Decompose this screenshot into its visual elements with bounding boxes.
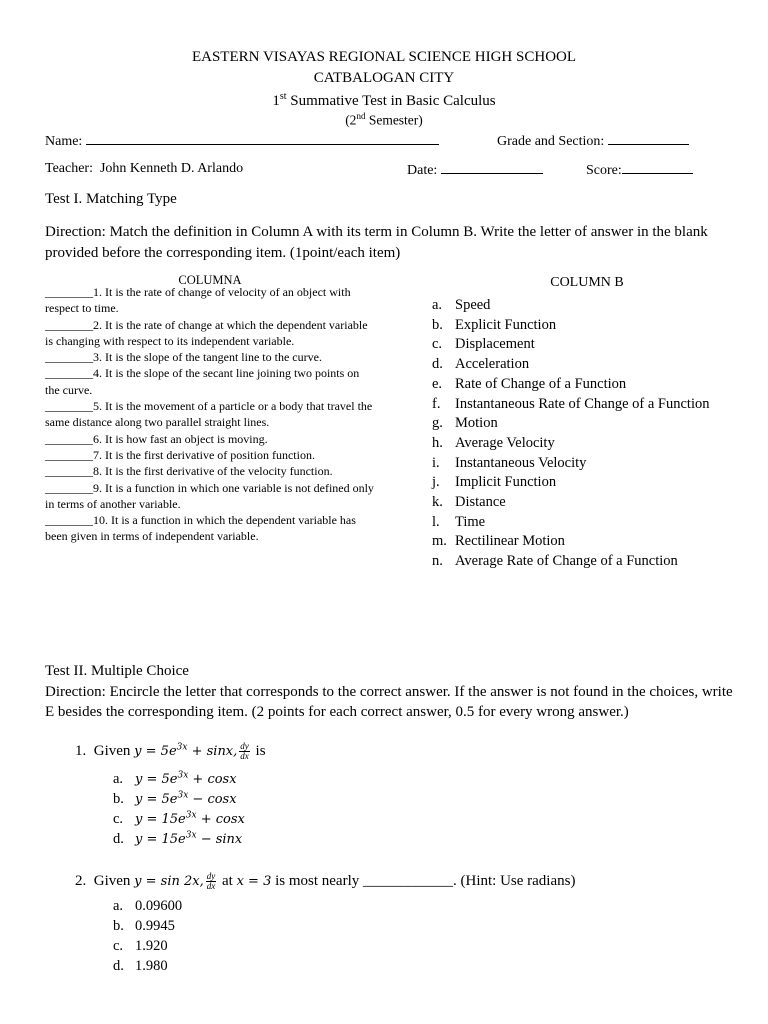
date-label: Date:	[407, 163, 438, 178]
column-b-letter: k.	[432, 494, 443, 511]
q2-at-equation: x = 3	[236, 873, 272, 889]
column-b-letter: h.	[432, 434, 443, 451]
column-a-answer-blank[interactable]: ________	[45, 513, 93, 528]
option-value: 0.09600	[135, 898, 183, 914]
column-b-term: Distance	[455, 494, 506, 511]
column-a-item	[45, 431, 375, 447]
semester-line	[0, 111, 768, 129]
column-b-term: Rate of Change of a Function	[455, 375, 627, 392]
grade-section-label: Grade and Section:	[497, 134, 605, 149]
column-a-item	[45, 463, 375, 479]
option-tail: − cosx	[188, 792, 237, 808]
question-1-tail: is	[251, 742, 266, 759]
column-a-item-text: 6. It is how fast an object is moving.	[93, 431, 268, 446]
column-b-item	[432, 532, 732, 552]
test2-direction: Direction: Encircle the letter that corresponds to the correct answer. If the answer is not found in the choices, write E besides the corresponding item. (2 points for each correct answer, 0.5 for every wrong answer.)	[45, 684, 733, 720]
column-a-item-text: 9. It is a function in which one variable is not defined only in terms of another variable.	[45, 480, 374, 511]
option-letter: b.	[113, 918, 124, 934]
name-field	[45, 132, 439, 150]
score-label: Score:	[586, 163, 622, 178]
column-b-title: COLUMN B	[550, 275, 624, 290]
column-a-answer-blank[interactable]: ________	[45, 350, 93, 365]
option-letter: c.	[113, 938, 124, 954]
column-b-letter: m.	[432, 533, 447, 550]
semester-rest: Semester)	[365, 112, 423, 128]
column-a-item	[45, 512, 375, 545]
test2-title: Test II. Multiple Choice	[45, 663, 189, 679]
question-1-given: Given	[93, 742, 131, 759]
column-b-term: Explicit Function	[455, 316, 557, 333]
school-city: CATBALOGAN CITY	[313, 70, 455, 86]
column-a-answer-blank[interactable]: ________	[45, 480, 93, 495]
q2-derivative	[206, 872, 217, 891]
column-b-item	[432, 414, 732, 434]
q2-answer-blank[interactable]: ____________	[363, 872, 453, 889]
column-b-term: Acceleration	[455, 356, 530, 373]
option-expression	[135, 812, 245, 827]
q1-eq-tail: + sinx,	[187, 743, 238, 759]
column-b-letter: a.	[432, 297, 443, 313]
column-b-item	[432, 355, 732, 375]
column-a-title: COLUMNA	[178, 273, 242, 287]
grade-section-field	[497, 132, 689, 150]
column-b-item	[432, 296, 732, 316]
column-b-letter: g.	[432, 415, 443, 432]
name-label: Name:	[45, 134, 83, 149]
option-base: y = 5e	[135, 772, 178, 788]
column-b-term: Time	[455, 513, 486, 530]
column-b-item	[432, 316, 732, 336]
column-b-term: Instantaneous Rate of Change of a Function	[455, 395, 710, 412]
test-title	[0, 91, 768, 110]
column-b-letter: j.	[432, 474, 440, 491]
q2-option[interactable]	[113, 938, 168, 955]
column-b-item	[432, 395, 732, 415]
q1-frac-num: dy	[240, 741, 249, 751]
test-title-sup: st	[279, 91, 287, 102]
column-b-letter: d.	[432, 356, 443, 373]
q2-tail: is most nearly	[271, 872, 363, 889]
teacher-name: John Kenneth D. Arlando	[99, 161, 244, 176]
score-field	[586, 161, 693, 179]
name-blank[interactable]	[86, 132, 439, 145]
column-a-list	[45, 284, 375, 545]
column-b-term: Implicit Function	[455, 474, 557, 491]
question-2-number: 2.	[75, 872, 87, 889]
test1-direction: Direction: Match the definition in Column A with its term in Column B. Write the letter of answer in the blank provided before the corresponding item. (1point/each item)	[45, 224, 708, 261]
test-title-text: Summative Test in Basic Calculus	[286, 93, 496, 109]
option-letter: a.	[113, 898, 124, 914]
q2-option[interactable]	[113, 898, 182, 915]
column-a-item	[45, 349, 375, 365]
column-a-item-text: 2. It is the rate of change at which the dependent variable is changing with respect to its independent variable.	[45, 317, 368, 348]
option-letter: b.	[113, 791, 124, 808]
q1-option[interactable]	[113, 791, 237, 808]
column-b-item	[432, 493, 732, 513]
column-b-term: Speed	[455, 297, 491, 313]
column-a-item	[45, 480, 375, 513]
school-name: EASTERN VISAYAS REGIONAL SCIENCE HIGH SCHOOL	[191, 49, 577, 65]
teacher-label: Teacher:	[45, 161, 93, 176]
question-1	[75, 742, 266, 761]
question-2-given: Given	[93, 872, 131, 889]
column-b-item	[432, 454, 732, 474]
column-b-letter: n.	[432, 553, 443, 570]
option-expression	[135, 832, 242, 847]
q1-frac-den: dx	[240, 751, 249, 761]
column-a-answer-blank[interactable]: ________	[45, 447, 93, 462]
column-a-answer-blank[interactable]: ________	[45, 366, 93, 381]
column-a-item-text: 5. It is the movement of a particle or a body that travel the same distance along two parallel straight lines.	[45, 399, 373, 430]
column-a-item-text: 10. It is a function in which the dependent variable has been given in terms of independent variable.	[45, 513, 356, 544]
test-title-number: 1	[272, 93, 280, 109]
column-a-item	[45, 284, 375, 317]
option-letter: a.	[113, 771, 124, 788]
q1-option[interactable]	[113, 811, 245, 828]
q1-eq-base: y = 5e	[134, 743, 177, 759]
option-letter: d.	[113, 958, 124, 974]
column-a-item-text: 3. It is the slope of the tangent line to the curve.	[93, 350, 322, 365]
q1-option[interactable]	[113, 771, 237, 788]
question-2-equation: y = sin 2x,	[134, 873, 204, 889]
column-a-answer-blank[interactable]: ________	[45, 431, 93, 446]
question-1-equation	[134, 744, 237, 759]
option-expression	[135, 772, 237, 787]
score-blank[interactable]	[622, 161, 693, 174]
question-2	[75, 872, 575, 891]
option-exponent: 3x	[185, 831, 197, 841]
option-base: y = 15e	[135, 812, 186, 828]
q2-at: at	[218, 872, 237, 889]
question-1-number: 1.	[75, 742, 87, 759]
column-b-term: Average Rate of Change of a Function	[455, 553, 678, 570]
column-b-letter: e.	[432, 375, 443, 392]
q2-option[interactable]	[113, 918, 175, 935]
column-b-letter: l.	[432, 513, 440, 530]
q1-option[interactable]	[113, 831, 242, 848]
column-a-item	[45, 447, 375, 463]
column-b-list	[432, 296, 732, 572]
q1-eq-exp: 3x	[176, 742, 188, 753]
column-b-item	[432, 434, 732, 454]
column-b-term: Average Velocity	[455, 434, 555, 451]
teacher-field	[45, 161, 243, 177]
q2-frac-num: dy	[206, 871, 216, 881]
column-a-answer-blank[interactable]: ________	[45, 285, 93, 299]
column-a-item-text: 1. It is the rate of change of velocity of an object with respect to time.	[45, 285, 351, 316]
option-tail: − sinx	[196, 832, 243, 848]
semester-sup: nd	[356, 111, 366, 121]
column-b-item	[432, 513, 732, 533]
option-tail: + cosx	[188, 772, 237, 788]
column-b-item	[432, 552, 732, 572]
column-b-letter: b.	[432, 316, 443, 333]
option-value: 1.980	[135, 958, 168, 974]
column-a-answer-blank[interactable]: ________	[45, 399, 93, 414]
column-a-item-text: 7. It is the first derivative of position function.	[93, 447, 315, 462]
column-b-letter: i.	[432, 454, 440, 471]
option-exponent: 3x	[177, 771, 189, 781]
q2-hint: . (Hint: Use radians)	[453, 872, 576, 889]
grade-section-blank[interactable]	[608, 132, 689, 145]
column-a-item	[45, 398, 375, 431]
option-tail: + cosx	[196, 812, 245, 828]
column-a-item	[45, 365, 375, 398]
column-a-answer-blank[interactable]: ________	[45, 464, 93, 479]
option-value: 0.9945	[135, 918, 175, 934]
option-base: y = 15e	[135, 832, 186, 848]
column-a-item	[45, 317, 375, 350]
column-b-item	[432, 375, 732, 395]
column-a-answer-blank[interactable]: ________	[45, 317, 93, 332]
option-value: 1.920	[135, 938, 168, 954]
option-letter: c.	[113, 811, 124, 828]
column-a-item-text: 8. It is the first derivative of the velocity function.	[93, 464, 333, 479]
q2-option[interactable]	[113, 958, 168, 975]
semester-open: (2	[345, 112, 357, 128]
column-b-term: Displacement	[455, 336, 535, 353]
option-base: y = 5e	[135, 792, 178, 808]
q2-frac-den: dx	[206, 881, 216, 891]
option-letter: d.	[113, 831, 124, 848]
column-b-term: Motion	[455, 415, 498, 432]
column-b-letter: c.	[432, 336, 443, 353]
column-b-item	[432, 473, 732, 493]
date-blank[interactable]	[441, 161, 543, 174]
column-b-term: Rectilinear Motion	[455, 533, 565, 550]
q1-derivative	[239, 742, 250, 761]
date-field	[407, 161, 543, 179]
column-a-item-text: 4. It is the slope of the secant line joining two points on the curve.	[45, 366, 360, 397]
column-b-item	[432, 335, 732, 355]
option-exponent: 3x	[185, 811, 197, 821]
option-expression	[135, 792, 237, 807]
column-b-term: Instantaneous Velocity	[455, 454, 587, 471]
option-exponent: 3x	[177, 791, 189, 801]
column-b-letter: f.	[432, 395, 441, 412]
test1-title: Test I. Matching Type	[45, 191, 177, 207]
